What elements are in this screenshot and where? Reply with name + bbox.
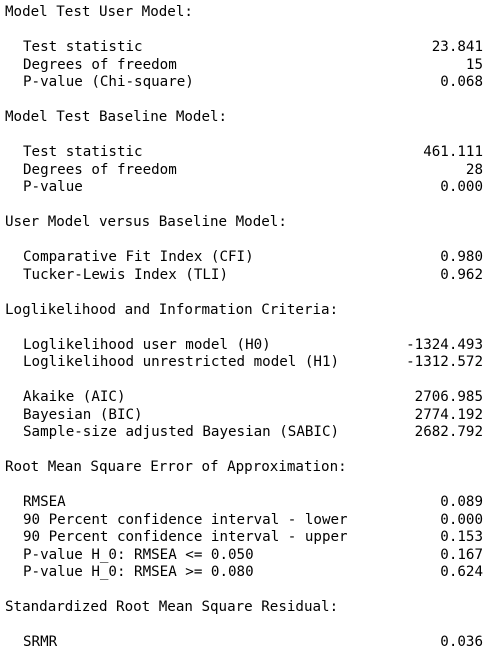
stat-value: 0.153: [440, 529, 483, 545]
stat-row: [0, 39, 504, 57]
stat-value: 0.624: [440, 564, 483, 580]
blank-line: [0, 22, 504, 40]
stat-value: 0.167: [440, 546, 483, 563]
stat-value: 2682.792: [414, 424, 483, 440]
stat-value: 0.980: [440, 249, 483, 265]
stat-label: 90 Percent confidence interval - lower: [23, 511, 348, 528]
stat-value: 15: [465, 56, 483, 73]
stat-value: 2774.192: [414, 406, 483, 423]
stat-label: Test statistic: [23, 39, 143, 55]
section-heading: Loglikelihood and Information Criteria:: [5, 301, 339, 318]
stat-label: SRMR: [23, 634, 58, 650]
blank-line: [0, 617, 504, 635]
stat-row: [0, 74, 504, 92]
section-heading: Model Test User Model:: [5, 4, 193, 20]
stat-value: 0.000: [440, 179, 483, 195]
stat-value: 0.036: [440, 634, 483, 650]
blank-line: [0, 232, 504, 250]
stat-row: [0, 564, 504, 582]
stat-row: [0, 57, 504, 75]
stat-row: [0, 249, 504, 267]
stat-value: 28: [465, 161, 483, 178]
stat-label: Bayesian (BIC): [23, 406, 143, 423]
stat-label: Loglikelihood unrestricted model (H1): [23, 354, 340, 370]
output-section: [0, 4, 504, 109]
blank-line: [0, 372, 504, 390]
stat-row: [0, 337, 504, 355]
stat-value: -1312.572: [406, 354, 483, 370]
output-section: [0, 599, 504, 652]
output-section: [0, 109, 504, 214]
output-section: [0, 214, 504, 302]
blank-line: [0, 92, 504, 110]
stat-row: [0, 407, 504, 425]
section-heading: Standardized Root Mean Square Residual:: [5, 599, 339, 615]
stat-label: Tucker-Lewis Index (TLI): [23, 266, 228, 283]
stat-row: [0, 162, 504, 180]
blank-line: [0, 127, 504, 145]
blank-line: [0, 582, 504, 600]
stat-value: 23.841: [431, 39, 483, 55]
stat-value: -1324.493: [406, 336, 483, 353]
stat-label: P-value H_0: RMSEA <= 0.050: [23, 546, 254, 563]
stat-value: 461.111: [423, 144, 483, 160]
stat-row: [0, 354, 504, 372]
stat-label: P-value (Chi-square): [23, 74, 194, 90]
stat-label: Degrees of freedom: [23, 56, 177, 73]
stat-label: P-value H_0: RMSEA >= 0.080: [23, 564, 254, 580]
blank-line: [0, 442, 504, 460]
blank-line: [0, 284, 504, 302]
blank-line: [0, 197, 504, 215]
stat-value: 2706.985: [414, 389, 483, 405]
output-section: [0, 459, 504, 599]
stat-label: Akaike (AIC): [23, 389, 126, 405]
stat-row: [0, 494, 504, 512]
section-heading: Model Test Baseline Model:: [5, 109, 228, 125]
stat-row: [0, 512, 504, 530]
stat-label: Loglikelihood user model (H0): [23, 336, 271, 353]
stat-label: Comparative Fit Index (CFI): [23, 249, 254, 265]
stat-row: [0, 424, 504, 442]
stat-label: RMSEA: [23, 494, 66, 510]
stat-row: [0, 547, 504, 565]
blank-line: [0, 319, 504, 337]
stat-label: Degrees of freedom: [23, 161, 177, 178]
stat-label: Sample-size adjusted Bayesian (SABIC): [23, 424, 340, 440]
stat-row: [0, 267, 504, 285]
stat-value: 0.068: [440, 74, 483, 90]
stat-value: 0.962: [440, 266, 483, 283]
stat-label: Test statistic: [23, 144, 143, 160]
output-section: [0, 302, 504, 460]
stat-row: [0, 529, 504, 547]
stat-row: [0, 144, 504, 162]
stat-label: P-value: [23, 179, 83, 195]
stat-row: [0, 634, 504, 652]
stat-row: [0, 389, 504, 407]
stat-label: 90 Percent confidence interval - upper: [23, 529, 348, 545]
stat-value: 0.089: [440, 494, 483, 510]
stat-row: [0, 179, 504, 197]
section-heading: Root Mean Square Error of Approximation:: [5, 459, 347, 475]
section-heading: User Model versus Baseline Model:: [5, 214, 287, 230]
blank-line: [0, 477, 504, 495]
stat-value: 0.000: [440, 511, 483, 528]
